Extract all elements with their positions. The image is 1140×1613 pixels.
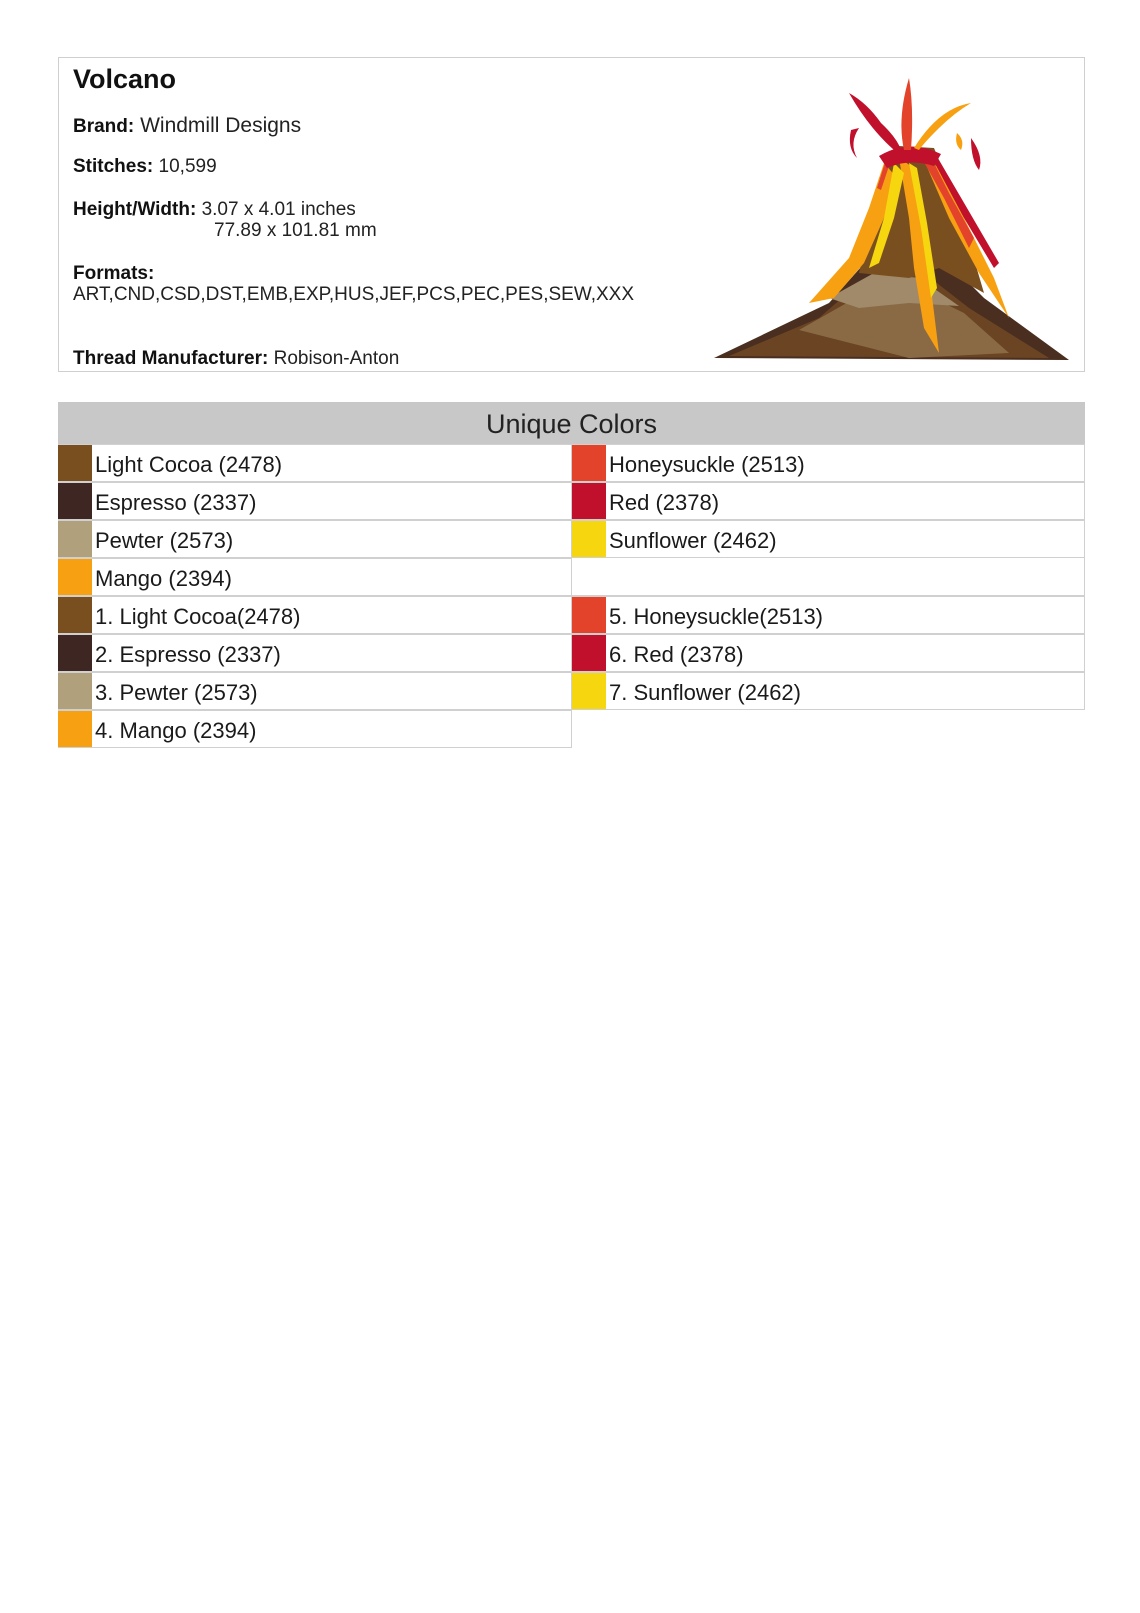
design-info-panel bbox=[58, 57, 1085, 372]
sequence-label: 6. Red (2378) bbox=[609, 642, 744, 667]
thread-manufacturer-label: Thread Manufacturer: bbox=[73, 348, 269, 369]
color-row bbox=[58, 558, 572, 596]
color-label: Espresso (2337) bbox=[95, 490, 257, 515]
color-row bbox=[572, 520, 1085, 558]
formats-value: ART,CND,CSD,DST,EMB,EXP,HUS,JEF,PCS,PEC,PES,SEW,XXX bbox=[73, 284, 635, 305]
sequence-row bbox=[58, 672, 572, 710]
color-swatch bbox=[58, 597, 92, 633]
sequence-row bbox=[58, 634, 572, 672]
color-row bbox=[572, 482, 1085, 520]
design-title: Volcano bbox=[73, 64, 177, 94]
brand-label: Brand: bbox=[73, 116, 135, 137]
color-row bbox=[58, 482, 572, 520]
height-width-label: Height/Width: bbox=[73, 199, 197, 220]
unique-colors-header: Unique Colors bbox=[58, 402, 1085, 444]
color-row bbox=[572, 444, 1085, 482]
sequence-label: 4. Mango (2394) bbox=[95, 718, 257, 743]
sequence-row bbox=[572, 672, 1085, 710]
color-row bbox=[58, 444, 572, 482]
unique-colors-section bbox=[58, 402, 1085, 754]
color-swatch bbox=[58, 483, 92, 519]
color-swatch bbox=[572, 673, 606, 709]
sequence-row bbox=[572, 596, 1085, 634]
sequence-label: 7. Sunflower (2462) bbox=[609, 680, 801, 705]
color-swatch bbox=[572, 597, 606, 633]
sequence-row bbox=[58, 710, 572, 748]
color-label: Red (2378) bbox=[609, 490, 720, 515]
sequence-label: 2. Espresso (2337) bbox=[95, 642, 281, 667]
sequence-row bbox=[58, 596, 572, 634]
thread-manufacturer-field bbox=[73, 348, 399, 370]
sequence-label: 1. Light Cocoa(2478) bbox=[95, 604, 301, 629]
color-label: Mango (2394) bbox=[95, 566, 232, 591]
colors-grid bbox=[58, 444, 1085, 754]
stitches-value: 10,599 bbox=[158, 156, 217, 177]
color-swatch bbox=[58, 445, 92, 481]
brand-value: Windmill Designs bbox=[140, 114, 302, 137]
color-swatch bbox=[58, 635, 92, 671]
sequence-label: 5. Honeysuckle(2513) bbox=[609, 604, 824, 629]
color-label: Sunflower (2462) bbox=[609, 528, 777, 553]
color-swatch bbox=[58, 559, 92, 595]
color-swatch bbox=[572, 521, 606, 557]
color-label: Pewter (2573) bbox=[95, 528, 234, 553]
height-width-inches: 3.07 x 4.01 inches bbox=[201, 199, 356, 220]
height-width-mm: 77.89 x 101.81 mm bbox=[214, 220, 377, 241]
color-swatch bbox=[572, 445, 606, 481]
color-swatch bbox=[58, 711, 92, 747]
color-label: Light Cocoa (2478) bbox=[95, 452, 283, 477]
brand-field bbox=[73, 114, 301, 138]
color-swatch bbox=[58, 521, 92, 557]
stitches-field bbox=[73, 156, 217, 178]
stitches-label: Stitches: bbox=[73, 156, 154, 177]
color-swatch bbox=[572, 635, 606, 671]
sequence-row bbox=[572, 634, 1085, 672]
height-width-field bbox=[73, 199, 356, 221]
color-row bbox=[58, 520, 572, 558]
color-swatch bbox=[58, 673, 92, 709]
color-swatch bbox=[572, 483, 606, 519]
formats-label: Formats: bbox=[73, 263, 155, 284]
color-row-empty bbox=[572, 558, 1085, 596]
sequence-label: 3. Pewter (2573) bbox=[95, 680, 258, 705]
volcano-design-image bbox=[709, 68, 1084, 368]
thread-manufacturer-value: Robison-Anton bbox=[273, 348, 400, 369]
color-label: Honeysuckle (2513) bbox=[609, 452, 805, 477]
